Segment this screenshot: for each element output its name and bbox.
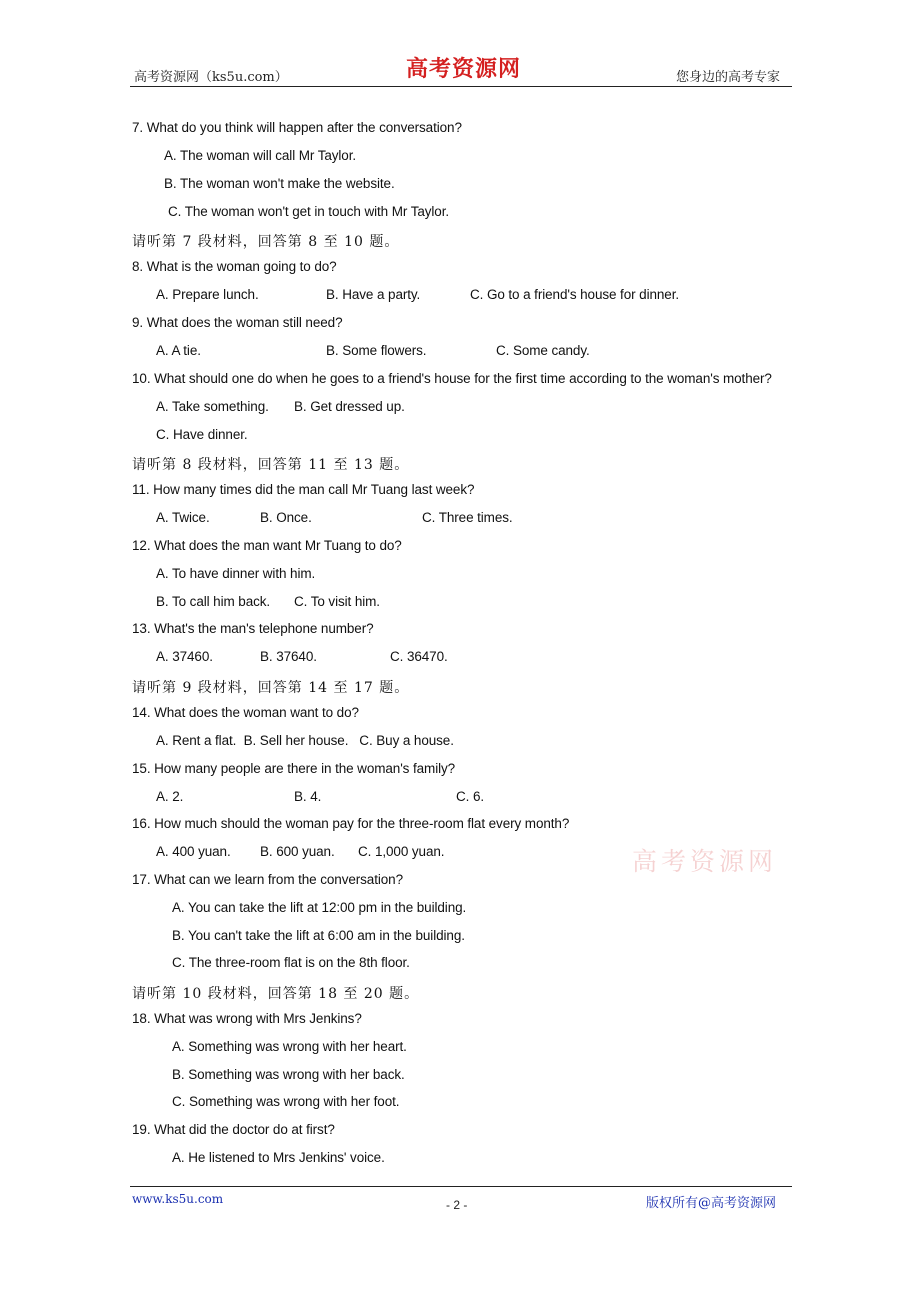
question-12-option-a: A. To have dinner with him. (156, 566, 316, 581)
header-divider (130, 86, 792, 87)
question-16-option-a: A. 400 yuan. (156, 844, 231, 859)
question-15-option-c: C. 6. (456, 789, 485, 804)
question-12-option-b: B. To call him back. (156, 594, 271, 609)
question-9-option-a: A. A tie. (156, 343, 201, 358)
question-10-option-b: B. Get dressed up. (294, 399, 405, 414)
question-17: 17. What can we learn from the conversation? (132, 872, 403, 887)
question-18-option-b: B. Something was wrong with her back. (172, 1067, 405, 1082)
question-13-option-a: A. 37460. (156, 649, 213, 664)
header-logo: 高考资源网 (406, 56, 522, 82)
footer-copyright: 版权所有@高考资源网 (646, 1196, 777, 1211)
section-9-instruction: 请听第 9 段材料，回答第 14 至 17 题。 (132, 680, 410, 696)
question-7-option-c: C. The woman won't get in touch with Mr Taylor. (168, 204, 450, 219)
question-8: 8. What is the woman going to do? (132, 259, 337, 274)
question-17-option-b: B. You can't take the lift at 6:00 am in the building. (172, 928, 465, 943)
question-10: 10. What should one do when he goes to a friend's house for the first time according to the woman's mother? (132, 371, 772, 386)
question-18-option-c: C. Something was wrong with her foot. (172, 1094, 400, 1109)
page-number: - 2 - (446, 1198, 468, 1212)
question-11-option-b: B. Once. (260, 510, 312, 525)
question-8-option-b: B. Have a party. (326, 287, 421, 302)
question-16-option-b: B. 600 yuan. (260, 844, 335, 859)
watermark-text: 高考资源网 (632, 847, 778, 876)
question-15-option-b: B. 4. (294, 789, 322, 804)
question-8-option-a: A. Prepare lunch. (156, 287, 259, 302)
question-14: 14. What does the woman want to do? (132, 705, 359, 720)
question-8-option-c: C. Go to a friend's house for dinner. (470, 287, 679, 302)
question-9-option-b: B. Some flowers. (326, 343, 427, 358)
section-10-instruction: 请听第 10 段材料，回答第 18 至 20 题。 (132, 986, 420, 1002)
question-7-option-b: B. The woman won't make the website. (164, 176, 395, 191)
question-7-option-a: A. The woman will call Mr Taylor. (164, 148, 357, 163)
question-18: 18. What was wrong with Mrs Jenkins? (132, 1011, 362, 1026)
section-7-instruction: 请听第 7 段材料，回答第 8 至 10 题。 (132, 234, 400, 250)
question-11-option-a: A. Twice. (156, 510, 210, 525)
question-13-option-c: C. 36470. (390, 649, 448, 664)
question-19: 19. What did the doctor do at first? (132, 1122, 335, 1137)
question-16-option-c: C. 1,000 yuan. (358, 844, 445, 859)
footer-divider (130, 1186, 792, 1187)
question-14-options: A. Rent a flat. B. Sell her house. C. Buy a house. (156, 733, 454, 748)
question-7: 7. What do you think will happen after the conversation? (132, 120, 462, 135)
question-17-option-a: A. You can take the lift at 12:00 pm in the building. (172, 900, 467, 915)
question-18-option-a: A. Something was wrong with her heart. (172, 1039, 407, 1054)
question-12: 12. What does the man want Mr Tuang to do? (132, 538, 402, 553)
question-13: 13. What's the man's telephone number? (132, 621, 374, 636)
question-19-option-a: A. He listened to Mrs Jenkins' voice. (172, 1150, 385, 1165)
section-8-instruction: 请听第 8 段材料，回答第 11 至 13 题。 (132, 457, 410, 473)
question-13-option-b: B. 37640. (260, 649, 317, 664)
question-10-option-a: A. Take something. (156, 399, 269, 414)
question-15: 15. How many people are there in the woman's family? (132, 761, 456, 776)
question-12-option-c: C. To visit him. (294, 594, 380, 609)
question-9: 9. What does the woman still need? (132, 315, 343, 330)
question-17-option-c: C. The three-room flat is on the 8th floor. (172, 955, 410, 970)
question-16: 16. How much should the woman pay for the three-room flat every month? (132, 816, 570, 831)
question-9-option-c: C. Some candy. (496, 343, 590, 358)
question-15-option-a: A. 2. (156, 789, 184, 804)
footer-website-link[interactable]: www.ks5u.com (132, 1192, 224, 1206)
header-site-name: 高考资源网（ks5u.com） (134, 70, 288, 85)
question-10-option-c: C. Have dinner. (156, 427, 248, 442)
question-11: 11. How many times did the man call Mr Tuang last week? (132, 482, 475, 497)
question-11-option-c: C. Three times. (422, 510, 513, 525)
header-slogan: 您身边的高考专家 (676, 70, 781, 85)
